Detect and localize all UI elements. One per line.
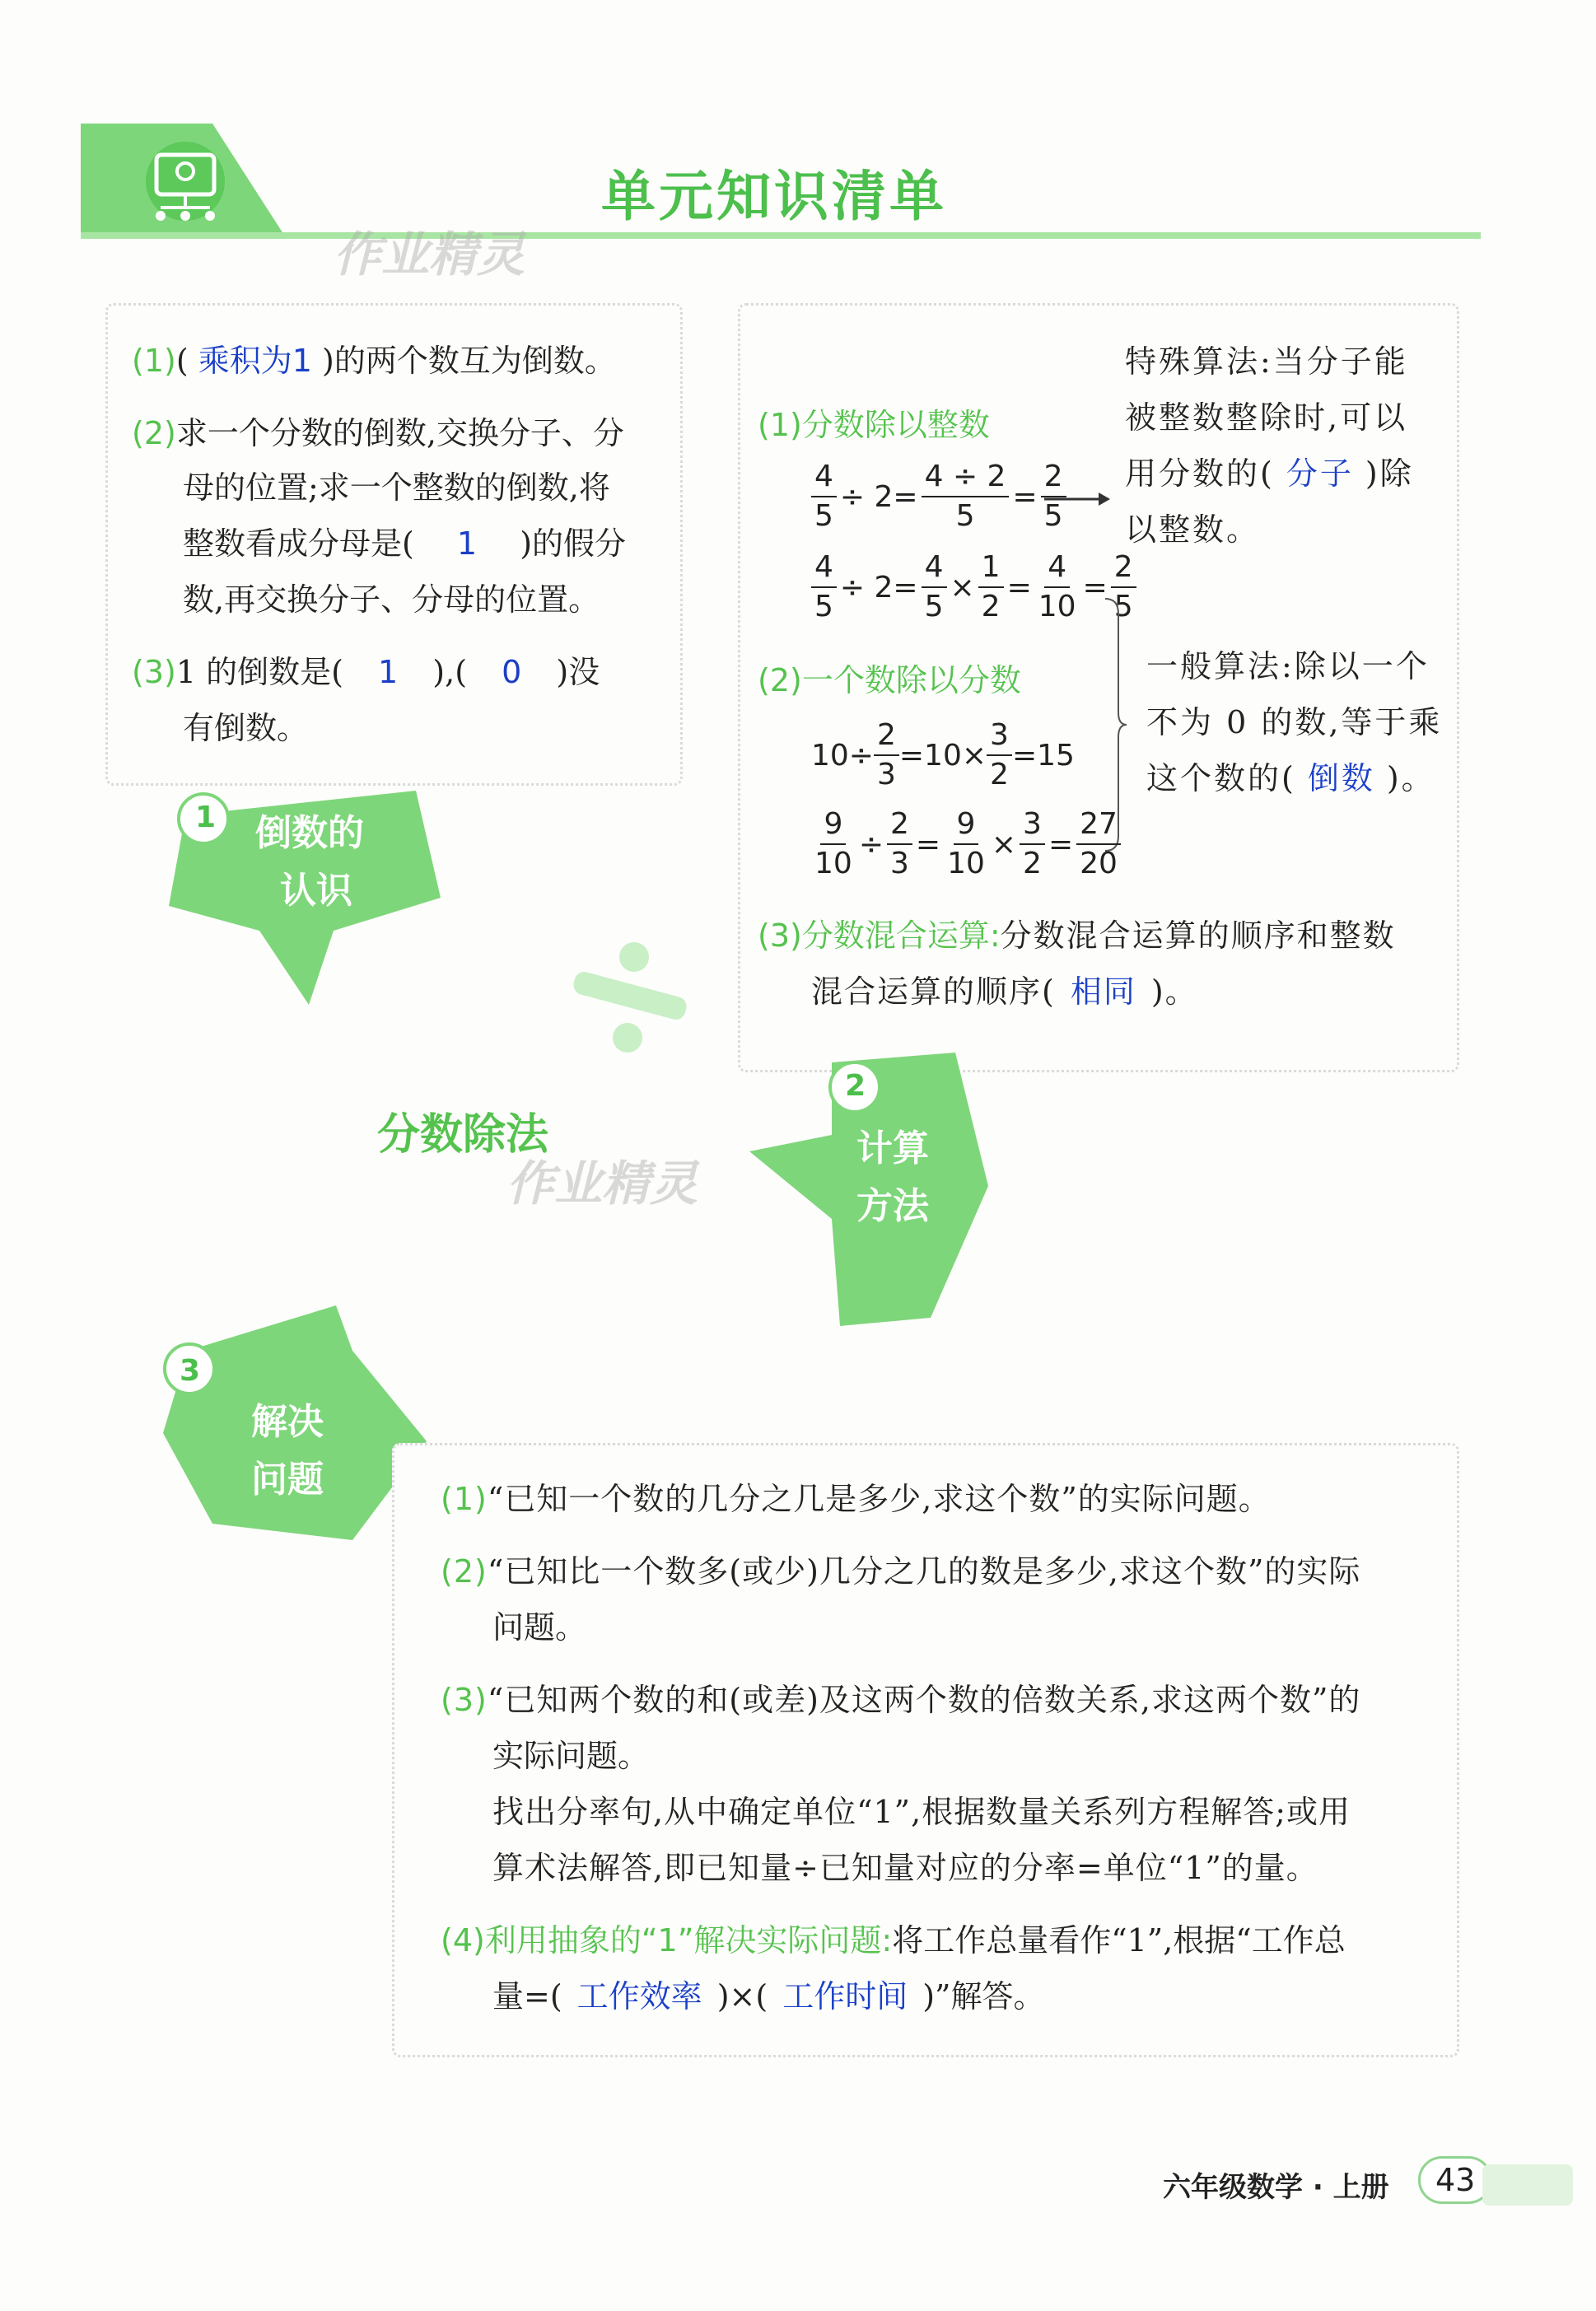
lightbulb-network-icon xyxy=(132,140,239,231)
fraction: $\frac{2}{3}$ xyxy=(887,805,912,883)
mixed-operations-line1: (3)分数混合运算:分数混合运算的顺序和整数 xyxy=(758,917,1396,954)
special-method-line3: 用分数的( 分子 )除 xyxy=(1125,455,1414,492)
badge-1-line2: 认识 xyxy=(280,870,352,912)
fraction: $\frac{2}{5}$ xyxy=(1041,458,1066,535)
panel3-item4: (4)利用抽象的“1”解决实际问题:将工作总量看作“1”,根据“工作总 xyxy=(441,1922,1346,1959)
watermark: 作业精灵 xyxy=(506,1156,698,1212)
footer-decoration xyxy=(1482,2164,1573,2206)
fraction: $\frac{9}{10}$ xyxy=(947,807,985,880)
badge-1-number: 1 xyxy=(195,801,217,834)
equation-2: $\frac{4}{5}$ ÷ 2= $\frac{4}{5}$ × $\frac{1}{2}$ = $\frac{4}{10}$ = $\frac{2}{5}$ xyxy=(811,549,1136,626)
fraction: $\frac{9}{10}$ xyxy=(814,807,852,880)
panel3-item3-line3: 找出分率句,从中确定单位“1”,根据数量关系列方程解答;或用 xyxy=(492,1794,1351,1830)
badge-1-line1: 倒数的 xyxy=(255,812,364,854)
page-number: 43 xyxy=(1418,2156,1492,2204)
badge-2-line2: 方法 xyxy=(856,1185,929,1227)
panel1-item2-line3: 整数看成分母是( 1 )的假分 xyxy=(183,525,627,562)
answer-blank: 1 xyxy=(456,525,478,562)
answer-blank: 0 xyxy=(502,654,522,690)
fraction: $\frac{4}{5}$ xyxy=(811,549,837,626)
equation-1: $\frac{4}{5}$ ÷ 2= $\frac{4 \div 2}{5}$ = $\frac{2}{5}$ xyxy=(811,458,1066,535)
panel3-item2-line2: 问题。 xyxy=(492,1609,587,1646)
special-method-line4: 以整数。 xyxy=(1125,511,1261,548)
panel3-item4-line2: 量=( 工作效率 )×( 工作时间 )”解答。 xyxy=(492,1978,1045,2015)
special-method-line2: 被整数整除时,可以 xyxy=(1125,399,1408,436)
panel3-item3: (3)“已知两个数的和(或差)及这两个数的倍数关系,求这两个数”的 xyxy=(441,1682,1361,1718)
badge-3-number: 3 xyxy=(180,1354,201,1388)
special-method-line1: 特殊算法:当分子能 xyxy=(1125,343,1408,380)
answer-blank: 1 xyxy=(378,654,399,690)
answer-blank: 乘积为1 xyxy=(198,343,312,379)
badge-3-line1: 解决 xyxy=(251,1401,324,1443)
division-symbol-icon xyxy=(568,939,692,1054)
fraction: $\frac{4 \div 2}{5}$ xyxy=(922,458,1010,535)
fraction: $\frac{27}{20}$ xyxy=(1076,805,1121,883)
panel1-item2-line2: 母的位置;求一个整数的倒数,将 xyxy=(183,469,610,506)
fraction: $\frac{4}{10}$ xyxy=(1038,550,1076,623)
general-method-line3: 这个数的( 倒数 )。 xyxy=(1146,760,1435,796)
watermark: 作业精灵 xyxy=(334,226,525,282)
fraction: $\frac{2}{5}$ xyxy=(1111,549,1136,626)
panel1-item2-line4: 数,再交换分子、分母的位置。 xyxy=(183,581,600,618)
panel1-item2: (2)求一个分数的倒数,交换分子、分 xyxy=(132,415,624,451)
page-title: 单元知识清单 xyxy=(601,165,947,228)
fraction: $\frac{1}{2}$ xyxy=(978,549,1004,626)
badge-2-number: 2 xyxy=(845,1069,866,1103)
panel3-item3-line2: 实际问题。 xyxy=(492,1738,650,1774)
panel1-item3-line2: 有倒数。 xyxy=(183,710,309,746)
footer-book-title: 六年级数学 · 上册 xyxy=(1163,2171,1389,2204)
general-method-line2: 不为 0 的数,等于乘 xyxy=(1146,704,1443,740)
equation-4: $\frac{9}{10}$ ÷ $\frac{2}{3}$ = $\frac{9}{10}$ × $\frac{3}{2}$ = $\frac{27}{20}$ xyxy=(811,805,1121,883)
fraction: $\frac{4}{5}$ xyxy=(811,458,837,535)
fraction: $\frac{4}{5}$ xyxy=(922,549,947,626)
arrow-right-icon xyxy=(1044,489,1110,509)
answer-blank: 工作效率 xyxy=(576,1978,702,2015)
answer-blank: 工作时间 xyxy=(782,1978,908,2015)
equation-3: 10÷ $\frac{2}{3}$ =10× $\frac{3}{2}$ =15 xyxy=(811,717,1075,794)
badge-2-line1: 计算 xyxy=(856,1127,929,1170)
fraction: $\frac{3}{2}$ xyxy=(987,717,1012,794)
answer-blank: 倒数 xyxy=(1307,760,1375,796)
fraction: $\frac{3}{2}$ xyxy=(1020,805,1045,883)
subheading-fraction-div-integer: (1)分数除以整数 xyxy=(758,407,990,443)
answer-blank: 相同 xyxy=(1070,973,1136,1010)
panel3-item3-line4: 算术法解答,即已知量÷已知量对应的分率=单位“1”的量。 xyxy=(492,1850,1318,1886)
center-topic-title: 分数除法 xyxy=(377,1110,549,1160)
subheading-div-by-fraction: (2)一个数除以分数 xyxy=(758,662,1021,698)
badge-3-line2: 问题 xyxy=(251,1459,324,1501)
panel1-item1: (1)( 乘积为1 )的两个数互为倒数。 xyxy=(132,343,616,379)
fraction: $\frac{2}{3}$ xyxy=(874,717,899,794)
mixed-operations-line2: 混合运算的顺序( 相同 )。 xyxy=(811,973,1198,1010)
answer-blank: 分子 xyxy=(1286,455,1354,492)
panel3-item2: (2)“已知比一个数多(或少)几分之几的数是多少,求这个数”的实际 xyxy=(441,1553,1361,1590)
panel3-item1: (1)“已知一个数的几分之几是多少,求这个数”的实际问题。 xyxy=(441,1481,1271,1517)
general-method-line1: 一般算法:除以一个 xyxy=(1146,648,1430,684)
panel1-item3: (3)1 的倒数是( 1 ),( 0 )没 xyxy=(132,654,600,690)
